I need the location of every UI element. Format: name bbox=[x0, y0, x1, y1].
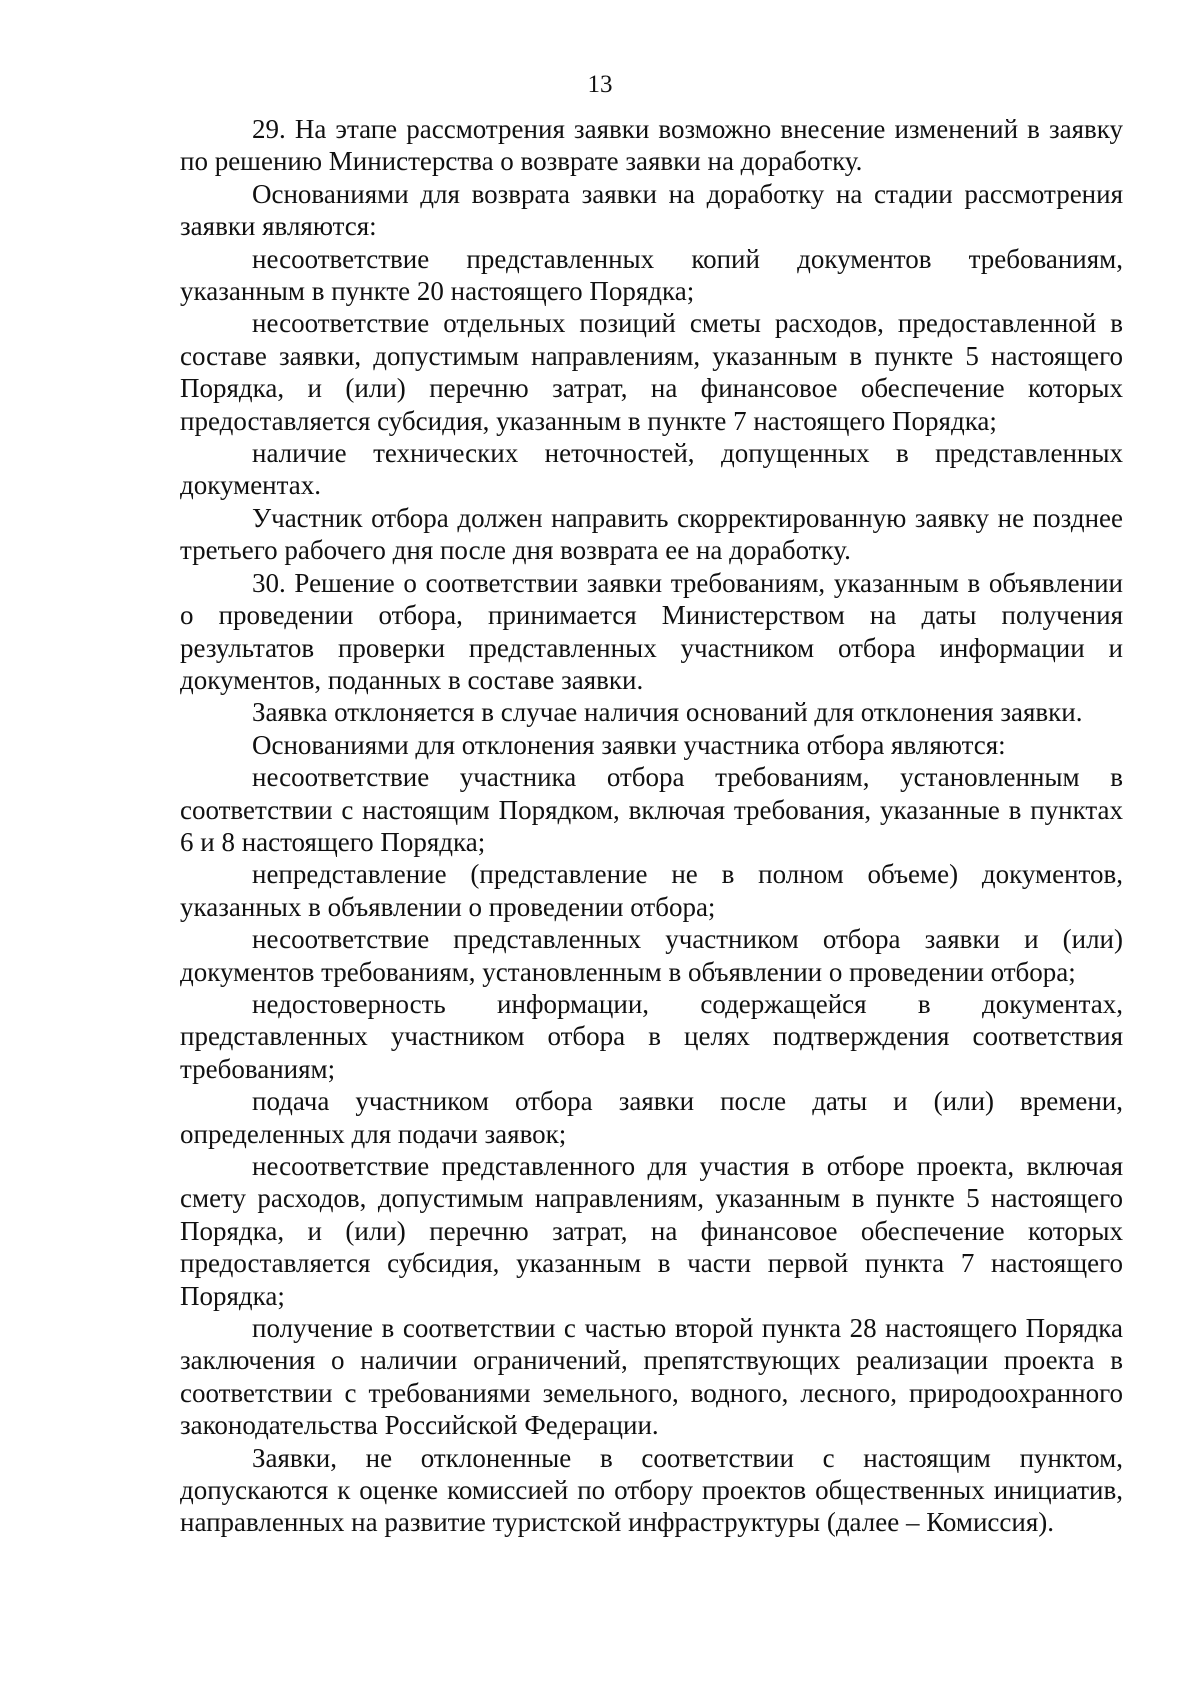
paragraph-rejection-grounds-intro: Основаниями для отклонения заявки участника отбора являются: bbox=[252, 729, 1006, 760]
paragraph-admission-to-commission: Заявки, не отклоненные в соответствии с настоящим пунктом, допускаются к оценке комиссией по отбору проектов общественных инициатив, направленных на развитие туристской инфраструктуры (далее – Комиссия). bbox=[180, 1442, 1123, 1538]
paragraph-rejection-ground-missing-docs: непредставление (представление не в полном объеме) документов, указанных в объявлении о проведении отбора; bbox=[180, 859, 1123, 922]
paragraph-rejection-ground-project: несоответствие представленного для участия в отборе проекта, включая смету расходов, допустимым направлениям, указанным в пункте 5 настоящего Порядка, и (или) перечню затрат, на финансовое обеспечение которых предоставляется субсидия, указанным в части первой пункта 7 настоящего Порядка; bbox=[180, 1151, 1123, 1311]
paragraph-return-ground-technical: наличие технических неточностей, допущенных в представленных документах. bbox=[180, 438, 1123, 501]
paragraph-rejection-ground-inaccurate: недостоверность информации, содержащейся в документах, представленных участником отбора в целях подтверждения соответствия требованиям; bbox=[180, 988, 1123, 1084]
paragraph-return-ground-estimate: несоответствие отдельных позиций сметы расходов, предоставленной в составе заявки, допустимым направлениям, указанным в пункте 5 настоящего Порядка, и (или) перечню затрат, на финансовое обеспечение которых предоставляется субсидия, указанным в пункте 7 настоящего Порядка; bbox=[180, 308, 1123, 436]
paragraph-29-intro: 29. На этапе рассмотрения заявки возможно внесение изменений в заявку по решению Министерства о возврате заявки на доработку. bbox=[180, 114, 1123, 177]
paragraph-rejection-ground-restrictions: получение в соответствии с частью второй пункта 28 настоящего Порядка заключения о наличии ограничений, препятствующих реализации проекта в соответствии с требованиями земельного, водного, лесного, природоохранного законодательства Российской Федерации. bbox=[180, 1313, 1123, 1441]
paragraph-return-ground-copies: несоответствие представленных копий документов требованиям, указанным в пункте 20 настоящего Порядка; bbox=[180, 243, 1123, 307]
document-body bbox=[180, 113, 1123, 1539]
page-number: 13 bbox=[587, 71, 613, 98]
paragraph-resubmission-deadline: Участник отбора должен направить скорректированную заявку не позднее третьего рабочего дня после дня возврата ее на доработку. bbox=[180, 502, 1123, 566]
paragraph-return-grounds-intro: Основаниями для возврата заявки на доработку на стадии рассмотрения заявки являются: bbox=[180, 178, 1123, 242]
paragraph-30-decision: 30. Решение о соответствии заявки требованиям, указанным в объявлении о проведении отбора, принимается Министерством на даты получения результатов проверки представленных участником отбора информации и документов, поданных в составе заявки. bbox=[180, 567, 1123, 695]
paragraph-rejection-rule: Заявка отклоняется в случае наличия оснований для отклонения заявки. bbox=[252, 697, 1083, 728]
paragraph-rejection-ground-late: подача участником отбора заявки после даты и (или) времени, определенных для подачи заявок; bbox=[180, 1086, 1123, 1149]
paragraph-rejection-ground-nonconforming: несоответствие представленных участником отбора заявки и (или) документов требованиям, установленным в объявлении о проведении отбора; bbox=[180, 924, 1123, 987]
paragraph-rejection-ground-participant: несоответствие участника отбора требованиям, установленным в соответствии с настоящим Порядком, включая требования, указанные в пунктах 6 и 8 настоящего Порядка; bbox=[180, 762, 1123, 857]
